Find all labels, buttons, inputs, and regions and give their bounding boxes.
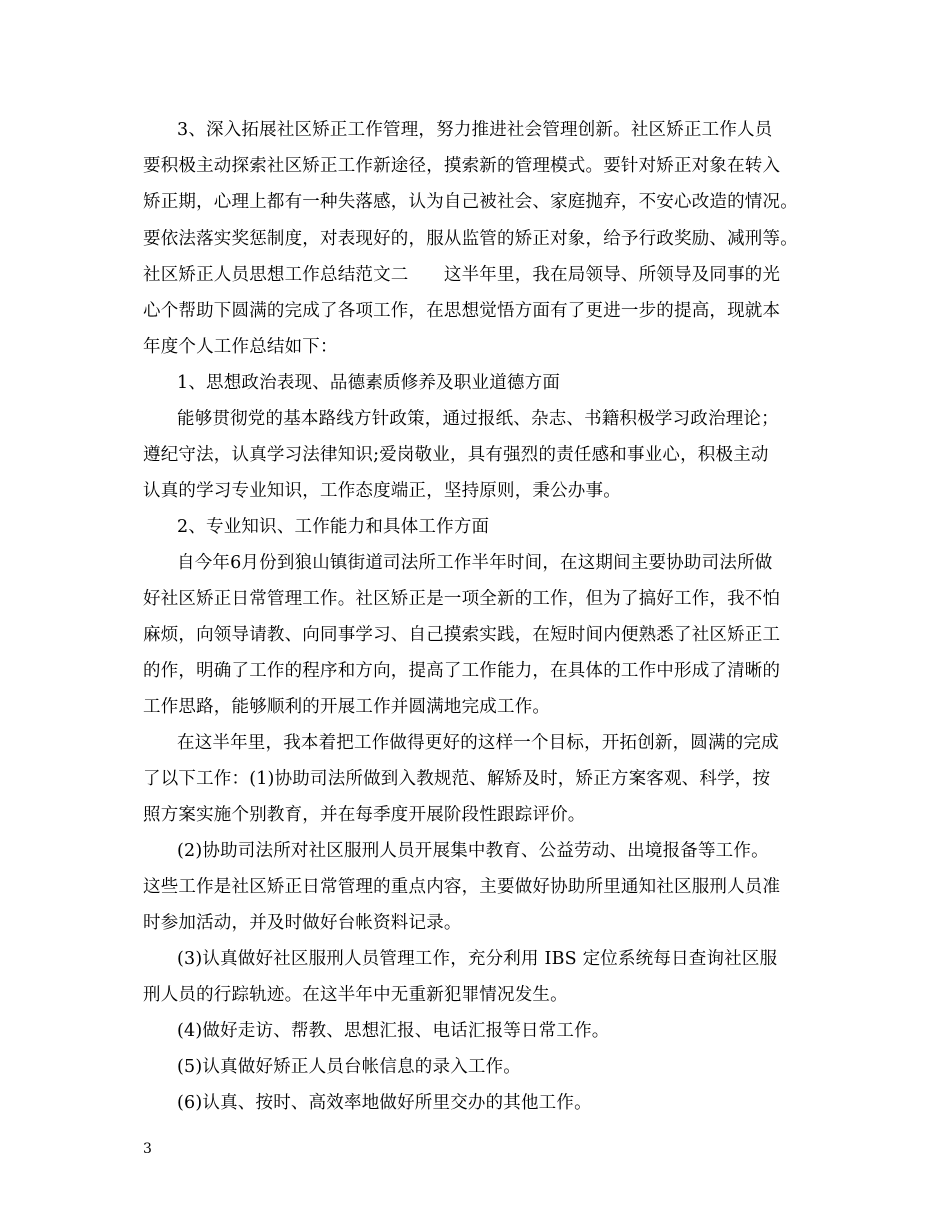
text-line: 自今年6月份到狼山镇街道司法所工作半年时间，在这期间主要协助司法所做 bbox=[177, 553, 773, 573]
text-line: (6)认真、按时、高效率地做好所里交办的其他工作。 bbox=[177, 1093, 592, 1113]
text-line: 时参加活动，并及时做好台帐资料记录。 bbox=[143, 913, 462, 933]
section-heading: 1、思想政治表现、品德素质修养及职业道德方面 bbox=[177, 373, 561, 393]
page-number: 3 bbox=[143, 1141, 152, 1157]
text-line: 遵纪守法，认真学习法律知识;爱岗敬业，具有强烈的责任感和事业心，积极主动 bbox=[143, 445, 769, 465]
text-line: 3、深入拓展社区矫正工作管理，努力推进社会管理创新。社区矫正工作人员 bbox=[177, 120, 773, 140]
text-line: 好社区矫正日常管理工作。社区矫正是一项全新的工作，但为了搞好工作，我不怕 bbox=[143, 589, 781, 609]
text-line: (5)认真做好矫正人员台帐信息的录入工作。 bbox=[177, 1057, 521, 1077]
text-line: 了以下工作：(1)协助司法所做到入教规范、解矫及时，矫正方案客观、科学，按 bbox=[143, 769, 771, 789]
text-line: (4)做好走访、帮教、思想汇报、电话汇报等日常工作。 bbox=[177, 1021, 610, 1041]
text-line: 年度个人工作总结如下： bbox=[143, 337, 338, 357]
text-line: 麻烦，向领导请教、向同事学习、自己摸索实践，在短时间内便熟悉了社区矫正工 bbox=[143, 625, 781, 645]
text-line: 矫正期，心理上都有一种失落感，认为自己被社会、家庭抛弃，不安心改造的情况。 bbox=[143, 192, 798, 212]
text-line: 刑人员的行踪轨迹。在这半年中无重新犯罪情况发生。 bbox=[143, 985, 568, 1005]
text-line: 的作，明确了工作的程序和方向，提高了工作能力，在具体的工作中形成了清晰的 bbox=[143, 661, 781, 681]
text-line: 认真的学习专业知识，工作态度端正，坚持原则，秉公办事。 bbox=[143, 481, 621, 501]
text-line: 这些工作是社区矫正日常管理的重点内容，主要做好协助所里通知社区服刑人员准 bbox=[143, 877, 781, 897]
text-line: 能够贯彻党的基本路线方针政策，通过报纸、杂志、书籍积极学习政治理论； bbox=[177, 409, 779, 429]
text-line: 照方案实施个别教育，并在每季度开展阶段性跟踪评价。 bbox=[143, 805, 586, 825]
text-line: 社区矫正人员思想工作总结范文二 这半年里，我在局领导、所领导及同事的光 bbox=[143, 265, 781, 285]
text-line: 要依法落实奖惩制度，对表现好的，服从监管的矫正对象，给予行政奖励、减刑等。 bbox=[143, 229, 798, 249]
text-line: 要积极主动探索社区矫正工作新途径，摸索新的管理模式。要针对矫正对象在转入 bbox=[143, 156, 781, 176]
text-line: (3)认真做好社区服刑人员管理工作，充分利用 IBS 定位系统每日查询社区服 bbox=[177, 949, 778, 969]
text-line: 在这半年里，我本着把工作做得更好的这样一个目标，开拓创新，圆满的完成 bbox=[177, 733, 779, 753]
text-line: 心个帮助下圆满的完成了各项工作，在思想觉悟方面有了更进一步的提高，现就本 bbox=[143, 301, 781, 321]
text-line: (2)协助司法所对社区服刑人员开展集中教育、公益劳动、出境报备等工作。 bbox=[177, 841, 769, 861]
section-heading: 2、专业知识、工作能力和具体工作方面 bbox=[177, 517, 490, 537]
text-line: 工作思路，能够顺利的开展工作并圆满地完成工作。 bbox=[143, 697, 551, 717]
